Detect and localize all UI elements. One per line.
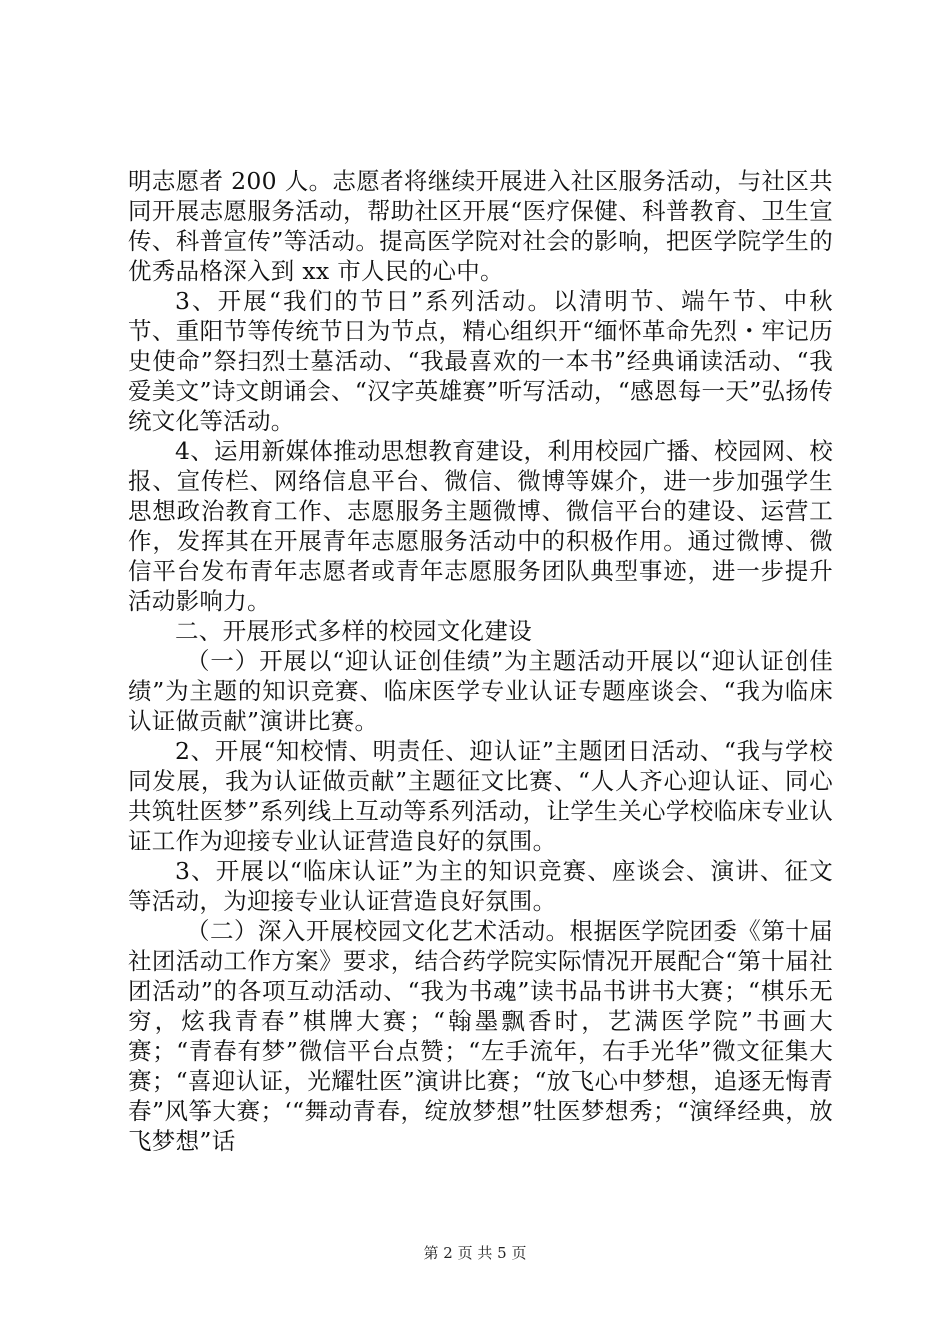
paragraph-festival-activities: 3、开展“我们的节日”系列活动。以清明节、端午节、中秋节、重阳节等传统节日为节点，精心组织开“缅怀革命先烈・牢记历史使命”祭扫烈士墓活动、“我最喜欢的一本书”经典诵读活动、“我爱美文”诗文朗诵会、“汉字英雄赛”听写活动，“感恩每一天”弘扬传统文化等活动。 xyxy=(128,287,833,435)
paragraph-new-media: 4、运用新媒体推动思想教育建设，利用校园广播、校园网、校报、宣传栏、网络信息平台、微信、微博等媒介，进一步加强学生思想政治教育工作、志愿服务主题微博、微信平台的建设、运营工作，发挥其在开展青年志愿服务活动中的积极作用。通过微博、微信平台发布青年志愿者或青年志愿服务团队典型事迹，进一步提升活动影响力。 xyxy=(128,437,833,615)
page-footer: 第 2 页 共 5 页 xyxy=(423,1244,527,1262)
paragraph-volunteer-continuation: 明志愿者 200 人。志愿者将继续开展进入社区服务活动，与社区共同开展志愿服务活动，帮助社区开展“医疗保健、科普教育、卫生宣传、科普宣传”等活动。提高医学院对社会的影响，把医学院学生的优秀品格深入到 xx 市人民的心中。 xyxy=(128,167,833,285)
document-body xyxy=(128,166,833,1156)
paragraph-certification-theme: （一）开展以“迎认证创佳绩”为主题活动开展以“迎认证创佳绩”为主题的知识竞赛、临床医学专业认证专题座谈会、“我为临床认证做贡献”演讲比赛。 xyxy=(128,647,833,735)
section-heading-campus-culture: 二、开展形式多样的校园文化建设 xyxy=(175,617,532,645)
paragraph-knowledge-contest: 3、开展以“临床认证”为主的知识竞赛、座谈会、演讲、征文等活动，为迎接专业认证营造良好氛围。 xyxy=(128,857,833,915)
paragraph-culture-arts: （二）深入开展校园文化艺术活动。根据医学院团委《第十届社团活动工作方案》要求，结合药学院实际情况开展配合“第十届社团活动”的各项互动活动、“我为书魂”读书品书讲书大赛；“棋乐无穷，炫我青春”棋牌大赛；“翰墨飘香时，艺满医学院”书画大赛；“青春有梦”微信平台点赞；“左手流年，右手光华”微文征集大赛；“喜迎认证，光耀牡医”演讲比赛；“放飞心中梦想，追逐无悔青春”风筝大赛；‘“舞动青春，绽放梦想”牡医梦想秀；“演绎经典，放飞梦想”话 xyxy=(128,917,833,1155)
paragraph-league-day: 2、开展“知校情、明责任、迎认证”主题团日活动、“我与学校同发展，我为认证做贡献”主题征文比赛、“人人齐心迎认证、同心共筑牡医梦”系列线上互动等系列活动，让学生关心学校临床专业认证工作为迎接专业认证营造良好的氛围。 xyxy=(128,737,833,855)
